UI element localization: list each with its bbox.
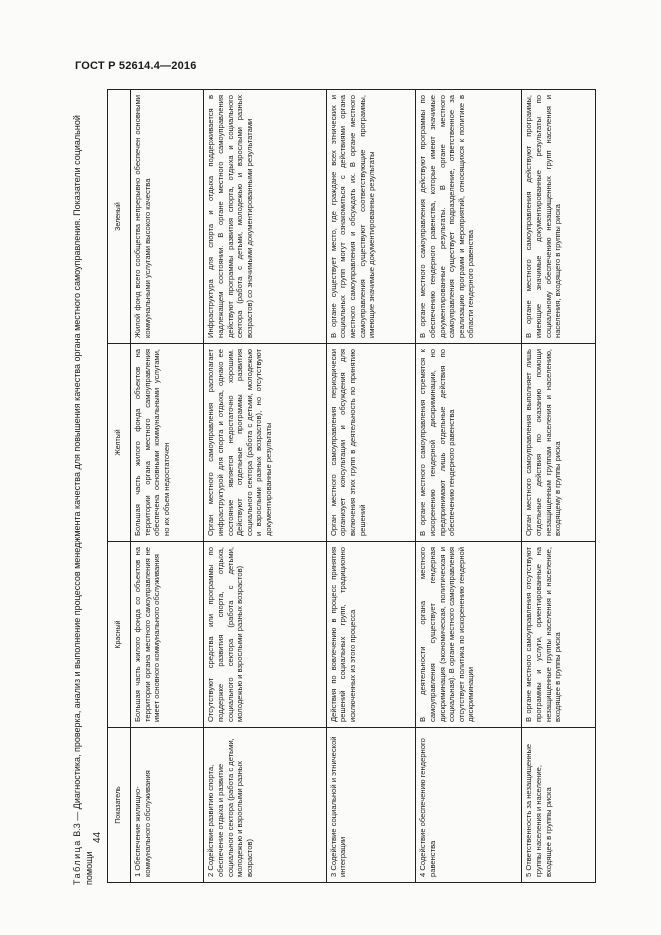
yellow-cell: Орган местного самоуправления располагает инфраструктурой для спорта и отдыха, однако ее состояние является недостаточно хорошим. Действуют отдельные программы развития социального сектора (работа с детьми, молодежью и взрослыми разных возрастов), но отсутствуют документированные результаты: [204, 344, 326, 542]
red-cell: В органе местного самоуправления отсутствуют программы и услуги, ориентированные на незащищенные группы населения и население, входящее в группы риска: [522, 542, 596, 728]
yellow-cell: В органе местного самоуправления стремятся к искоренению гендерной дискриминации, но предпринимают лишь отдельные действия по обеспечению гендерного равенства: [416, 344, 522, 542]
column-header-green: Зеленый: [108, 90, 131, 344]
document-header: ГОСТ Р 52614.4—2016: [75, 60, 197, 72]
green-cell: В органе местного самоуправления действуют программы, имеющие значимые документированные результаты по социальному обеспечению незащищенных групп населения и населения, входящего в группы риска: [522, 90, 596, 344]
column-header-indicator: Показатель: [108, 728, 131, 883]
table-row: [326, 90, 416, 883]
table-caption-text: В.3 — Диагностика, проверка, анализ и выполнение процессов менеджмента качества для повышения качества органа местного самоуправления. Показатели социальной помощи: [72, 115, 94, 885]
table-row: [522, 90, 596, 883]
table-container: [107, 90, 596, 883]
red-cell: В деятельности органа местного самоуправления существует гендерная дискриминация (экономическая, политическая и социальная). В органе местного самоуправления отсутствует политика по искоренению гендерной дискриминации: [416, 542, 522, 728]
red-cell: Большая часть жилого фонда со объектов на территории органа местного самоуправления не имеет основного коммунального обслуживания: [131, 542, 204, 728]
column-header-yellow: Желтый: [108, 344, 131, 542]
table-header-row: [108, 90, 131, 883]
page-number: 44: [92, 831, 103, 843]
column-header-red: Красный: [108, 542, 131, 728]
table-row: [204, 90, 326, 883]
indicator-cell: 3 Содействие социальной и этнической интеграции: [326, 728, 416, 883]
yellow-cell: Орган местного самоуправления выполняет лишь отдельные действия по оказанию помощи незащищенным группам населения и населению, входящему в группы риска: [522, 344, 596, 542]
table-caption-label: Таблица: [72, 839, 82, 885]
green-cell: В органе местного самоуправления действуют программы по обеспечению гендерного равенства, которые имеют значимые документированные результаты. В органе местного самоуправления существует подразделение, ответственное за реализацию программ и мероприятий, относящихся к политике в области гендерного равенства: [416, 90, 522, 344]
red-cell: Отсутствуют средства или программы по поддержке развития спорта, отдыха, социального сектора (работа с детьми, молодежью и взрослыми разных возрастов): [204, 542, 326, 728]
table-row: [416, 90, 522, 883]
red-cell: Действия по вовлечению в процесс принятия решений социальных групп, традиционно исключенных из этого процесса: [326, 542, 416, 728]
table-caption: [71, 85, 95, 885]
yellow-cell: Орган местного самоуправления периодически организует консультации и обсуждения для включения этих групп в деятельность по принятию решений: [326, 344, 416, 542]
quality-diagnostics-table: [107, 89, 596, 883]
green-cell: Жилой фонд всего сообщества непрерывно обеспечен основными коммунальными услугами высокого качества: [131, 90, 204, 344]
green-cell: Инфраструктура для спорта и отдыха поддерживается в надлежащем состоянии. В органе местного самоуправления действуют программы развития спорта, отдыха и социального сектора (работа с детьми, молодежью и взрослыми разных возрастов) со значимыми документированными результатами: [204, 90, 326, 344]
indicator-cell: 5 Ответственность за незащищенные группы населения и население, входящее в группы риска: [522, 728, 596, 883]
yellow-cell: Большая часть жилого фонда объектов на территории органа местного самоуправления обеспечена основными коммунальными услугами, но их объем недостаточен: [131, 344, 204, 542]
indicator-cell: 1 Обеспечение жилищно-коммунального обслуживания: [131, 728, 204, 883]
green-cell: В органе существует место, где граждане всех этнических и социальных групп могут ознакомиться с действиями органа местного самоуправления и обсуждать их. В органе местного самоуправления существуют соответствующие программы, имеющие значимые документированные результаты: [326, 90, 416, 344]
indicator-cell: 4 Содействие обеспечению гендерного равенства: [416, 728, 522, 883]
table-row: [131, 90, 204, 883]
indicator-cell: 2 Содействие развитию спорта, обеспечение отдыха и развитие социального сектора (работа с детьми, молодежью и взрослыми разных возрастов): [204, 728, 326, 883]
